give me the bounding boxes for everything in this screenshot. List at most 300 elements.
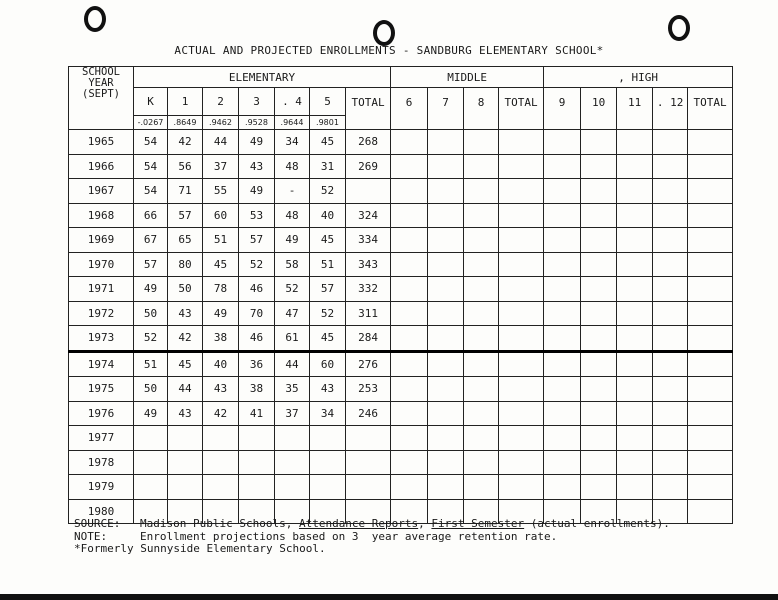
year-cell: 1972 — [69, 301, 134, 326]
enrollment-cell-total: 268 — [346, 130, 391, 155]
empty-cell — [428, 301, 464, 326]
enrollment-cell-g4: 61 — [275, 326, 310, 352]
enrollment-cell-g5: 45 — [310, 326, 346, 352]
table-row — [69, 377, 733, 402]
empty-cell — [653, 301, 688, 326]
empty-cell — [391, 426, 428, 451]
empty-cell — [544, 130, 581, 155]
enrollment-cell-g1: 50 — [168, 277, 203, 302]
empty-cell — [464, 154, 499, 179]
enrollment-cell-k: 54 — [134, 154, 168, 179]
empty-cell — [581, 154, 617, 179]
table-row — [69, 252, 733, 277]
notes-block — [74, 518, 670, 556]
empty-cell — [617, 203, 653, 228]
year-cell: 1965 — [69, 130, 134, 155]
retention-rate-2: .9462 — [203, 116, 239, 130]
enrollment-cell-g2: 43 — [203, 377, 239, 402]
enrollment-cell-g2: 45 — [203, 252, 239, 277]
year-cell: 1971 — [69, 277, 134, 302]
year-cell: 1970 — [69, 252, 134, 277]
year-cell: 1967 — [69, 179, 134, 204]
enrollment-cell-k: 51 — [134, 351, 168, 377]
enrollment-cell-g3 — [239, 475, 275, 500]
enrollment-cell-g4: 35 — [275, 377, 310, 402]
empty-cell — [581, 179, 617, 204]
enrollment-cell-g3: 70 — [239, 301, 275, 326]
empty-cell — [391, 130, 428, 155]
empty-cell — [617, 377, 653, 402]
enrollment-cell-k: 54 — [134, 130, 168, 155]
col-header-grade-7: 7 — [428, 88, 464, 130]
empty-cell — [617, 326, 653, 352]
enrollment-cell-g1: 43 — [168, 301, 203, 326]
empty-cell — [688, 475, 733, 500]
enrollment-cell-g3: 52 — [239, 252, 275, 277]
col-header-k: K — [134, 88, 168, 116]
year-cell: 1974 — [69, 351, 134, 377]
table-row — [69, 130, 733, 155]
retention-rate-5: .9801 — [310, 116, 346, 130]
enrollment-cell-g5: 45 — [310, 130, 346, 155]
enrollment-cell-g1: 57 — [168, 203, 203, 228]
year-cell: 1975 — [69, 377, 134, 402]
col-header-grade-1: 1 — [168, 88, 203, 116]
enrollment-cell-g4: 44 — [275, 351, 310, 377]
empty-cell — [428, 475, 464, 500]
empty-cell — [581, 228, 617, 253]
enrollment-cell-g2: 44 — [203, 130, 239, 155]
enrollment-cell-g5: 31 — [310, 154, 346, 179]
empty-cell — [688, 351, 733, 377]
empty-cell — [464, 130, 499, 155]
empty-cell — [653, 203, 688, 228]
col-header-grade-6: 6 — [391, 88, 428, 130]
enrollment-cell-total — [346, 426, 391, 451]
enrollment-cell-g4 — [275, 475, 310, 500]
enrollment-cell-g1: 65 — [168, 228, 203, 253]
empty-cell — [464, 450, 499, 475]
table-row — [69, 401, 733, 426]
enrollment-cell-total: 334 — [346, 228, 391, 253]
table-row — [69, 426, 733, 451]
empty-cell — [428, 450, 464, 475]
enrollment-cell-g3: 36 — [239, 351, 275, 377]
col-header-high-total: TOTAL — [688, 88, 733, 130]
empty-cell — [464, 351, 499, 377]
enrollment-cell-g1 — [168, 450, 203, 475]
enrollment-cell-g1: 42 — [168, 326, 203, 352]
col-header-grade-11: 11 — [617, 88, 653, 130]
empty-cell — [499, 130, 544, 155]
enrollment-cell-g4: 48 — [275, 154, 310, 179]
high-header: , HIGH — [544, 67, 733, 88]
punch-hole-right — [668, 15, 690, 41]
grade-header-row — [69, 88, 733, 116]
enrollment-cell-g5: 40 — [310, 203, 346, 228]
empty-cell — [499, 326, 544, 352]
empty-cell — [617, 130, 653, 155]
empty-cell — [391, 277, 428, 302]
empty-cell — [617, 154, 653, 179]
enrollment-cell-g5: 57 — [310, 277, 346, 302]
table-row — [69, 301, 733, 326]
empty-cell — [653, 475, 688, 500]
enrollment-cell-g2: 51 — [203, 228, 239, 253]
enrollment-cell-g1: 71 — [168, 179, 203, 204]
enrollment-cell-g2 — [203, 475, 239, 500]
enrollment-cell-total: 269 — [346, 154, 391, 179]
enrollment-cell-g3: 53 — [239, 203, 275, 228]
enrollment-cell-k: 50 — [134, 301, 168, 326]
empty-cell — [581, 426, 617, 451]
enrollment-cell-g4: 52 — [275, 277, 310, 302]
empty-cell — [391, 154, 428, 179]
empty-cell — [499, 252, 544, 277]
enrollment-cell-g4 — [275, 450, 310, 475]
enrollment-cell-g5: 34 — [310, 401, 346, 426]
empty-cell — [464, 326, 499, 352]
enrollment-cell-total: 284 — [346, 326, 391, 352]
empty-cell — [688, 130, 733, 155]
source-note: SOURCE: Madison Public Schools, Attendance Reports , First Semester (actual enrollments). — [74, 517, 670, 530]
enrollment-cell-g5: 52 — [310, 179, 346, 204]
empty-cell — [391, 252, 428, 277]
enrollment-cell-total: 246 — [346, 401, 391, 426]
empty-cell — [617, 228, 653, 253]
middle-header: MIDDLE — [391, 67, 544, 88]
table-row — [69, 351, 733, 377]
enrollment-cell-g3 — [239, 450, 275, 475]
school-year-header: SCHOOL YEAR (SEPT) — [69, 67, 134, 130]
enrollment-cell-total — [346, 179, 391, 204]
empty-cell — [653, 326, 688, 352]
empty-cell — [653, 179, 688, 204]
empty-cell — [464, 228, 499, 253]
table-row — [69, 228, 733, 253]
enrollment-table — [68, 66, 733, 524]
col-header-grade-10: 10 — [581, 88, 617, 130]
year-cell: 1969 — [69, 228, 134, 253]
enrollment-cell-g4: 58 — [275, 252, 310, 277]
enrollment-cell-g5 — [310, 475, 346, 500]
empty-cell — [544, 401, 581, 426]
empty-cell — [391, 203, 428, 228]
enrollment-cell-g2 — [203, 450, 239, 475]
empty-cell — [581, 252, 617, 277]
enrollment-rows — [69, 130, 733, 524]
enrollment-cell-total: 324 — [346, 203, 391, 228]
empty-cell — [653, 154, 688, 179]
empty-cell — [617, 351, 653, 377]
empty-cell — [428, 203, 464, 228]
empty-cell — [653, 450, 688, 475]
retention-rate-3: .9528 — [239, 116, 275, 130]
empty-cell — [391, 450, 428, 475]
enrollment-cell-k: 49 — [134, 277, 168, 302]
enrollment-cell-g2 — [203, 426, 239, 451]
empty-cell — [653, 351, 688, 377]
enrollment-cell-g1: 42 — [168, 130, 203, 155]
enrollment-cell-g2: 38 — [203, 326, 239, 352]
empty-cell — [688, 203, 733, 228]
enrollment-cell-g4: - — [275, 179, 310, 204]
empty-cell — [464, 475, 499, 500]
empty-cell — [499, 401, 544, 426]
enrollment-cell-k: 66 — [134, 203, 168, 228]
empty-cell — [464, 179, 499, 204]
enrollment-cell-total: 343 — [346, 252, 391, 277]
empty-cell — [428, 179, 464, 204]
empty-cell — [581, 203, 617, 228]
enrollment-cell-g3: 41 — [239, 401, 275, 426]
empty-cell — [499, 228, 544, 253]
empty-cell — [428, 377, 464, 402]
enrollment-cell-g2: 60 — [203, 203, 239, 228]
punch-hole-center — [373, 20, 395, 46]
empty-cell — [653, 252, 688, 277]
enrollment-cell-g2: 37 — [203, 154, 239, 179]
enrollment-cell-g3: 46 — [239, 326, 275, 352]
enrollment-cell-g4: 48 — [275, 203, 310, 228]
enrollment-cell-g5: 60 — [310, 351, 346, 377]
enrollment-cell-g1: 80 — [168, 252, 203, 277]
empty-cell — [688, 179, 733, 204]
empty-cell — [544, 228, 581, 253]
enrollment-cell-g1 — [168, 426, 203, 451]
empty-cell — [499, 426, 544, 451]
col-header-grade-4: . 4 — [275, 88, 310, 116]
empty-cell — [581, 301, 617, 326]
empty-cell — [391, 401, 428, 426]
enrollment-cell-g1: 56 — [168, 154, 203, 179]
table-row — [69, 326, 733, 352]
enrollment-cell-g5: 52 — [310, 301, 346, 326]
enrollment-cell-k: 57 — [134, 252, 168, 277]
enrollment-cell-g4 — [275, 426, 310, 451]
empty-cell — [428, 351, 464, 377]
enrollment-cell-k: 67 — [134, 228, 168, 253]
empty-cell — [499, 301, 544, 326]
empty-cell — [581, 351, 617, 377]
year-cell: 1966 — [69, 154, 134, 179]
enrollment-cell-total: 253 — [346, 377, 391, 402]
empty-cell — [428, 228, 464, 253]
empty-cell — [617, 401, 653, 426]
empty-cell — [688, 377, 733, 402]
empty-cell — [391, 351, 428, 377]
empty-cell — [464, 252, 499, 277]
empty-cell — [499, 475, 544, 500]
enrollment-cell-g4: 34 — [275, 130, 310, 155]
empty-cell — [391, 301, 428, 326]
table-row — [69, 203, 733, 228]
empty-cell — [688, 301, 733, 326]
enrollment-cell-g4: 37 — [275, 401, 310, 426]
empty-cell — [544, 326, 581, 352]
enrollment-cell-g3: 38 — [239, 377, 275, 402]
table-row — [69, 475, 733, 500]
col-header-grade-8: 8 — [464, 88, 499, 130]
enrollment-cell-k: 52 — [134, 326, 168, 352]
empty-cell — [653, 228, 688, 253]
enrollment-cell-g1 — [168, 475, 203, 500]
empty-cell — [544, 377, 581, 402]
empty-cell — [499, 179, 544, 204]
year-cell: 1977 — [69, 426, 134, 451]
year-cell: 1979 — [69, 475, 134, 500]
empty-cell — [391, 179, 428, 204]
table-row — [69, 179, 733, 204]
empty-cell — [581, 401, 617, 426]
empty-cell — [464, 277, 499, 302]
empty-cell — [653, 401, 688, 426]
empty-cell — [581, 475, 617, 500]
col-header-grade-5: 5 — [310, 88, 346, 116]
empty-cell — [617, 252, 653, 277]
empty-cell — [428, 277, 464, 302]
col-header-elementary-total: TOTAL — [346, 88, 391, 130]
year-cell: 1973 — [69, 326, 134, 352]
enrollment-cell-g4: 47 — [275, 301, 310, 326]
empty-cell — [617, 277, 653, 302]
empty-cell — [581, 277, 617, 302]
year-cell: 1980 — [69, 499, 134, 524]
empty-cell — [544, 351, 581, 377]
empty-cell — [688, 450, 733, 475]
year-cell: 1978 — [69, 450, 134, 475]
col-header-grade-12: . 12 — [653, 88, 688, 130]
empty-cell — [464, 401, 499, 426]
empty-cell — [688, 326, 733, 352]
empty-cell — [688, 252, 733, 277]
enrollment-cell-g5: 43 — [310, 377, 346, 402]
empty-cell — [653, 426, 688, 451]
punch-hole-left — [84, 6, 106, 32]
empty-cell — [544, 252, 581, 277]
enrollment-cell-g1: 45 — [168, 351, 203, 377]
year-cell: 1968 — [69, 203, 134, 228]
empty-cell — [581, 130, 617, 155]
page-title: ACTUAL AND PROJECTED ENROLLMENTS - SANDBURG ELEMENTARY SCHOOL* — [174, 44, 604, 57]
empty-cell — [617, 426, 653, 451]
enrollment-cell-g2: 49 — [203, 301, 239, 326]
enrollment-cell-k: 49 — [134, 401, 168, 426]
empty-cell — [544, 450, 581, 475]
empty-cell — [499, 277, 544, 302]
enrollment-cell-total: 311 — [346, 301, 391, 326]
empty-cell — [617, 450, 653, 475]
enrollment-cell-g2: 42 — [203, 401, 239, 426]
empty-cell — [499, 203, 544, 228]
enrollment-cell-k — [134, 475, 168, 500]
elementary-header: ELEMENTARY — [134, 67, 391, 88]
retention-rate-4: .9644 — [275, 116, 310, 130]
empty-cell — [617, 301, 653, 326]
empty-cell — [464, 301, 499, 326]
col-header-grade-2: 2 — [203, 88, 239, 116]
enrollment-cell-k — [134, 426, 168, 451]
empty-cell — [544, 426, 581, 451]
empty-cell — [464, 203, 499, 228]
empty-cell — [581, 326, 617, 352]
enrollment-cell-k — [134, 450, 168, 475]
empty-cell — [617, 475, 653, 500]
enrollment-cell-total — [346, 475, 391, 500]
empty-cell — [544, 277, 581, 302]
enrollment-cell-g3 — [239, 426, 275, 451]
enrollment-cell-g3: 43 — [239, 154, 275, 179]
retention-rate-k: -.0267 — [134, 116, 168, 130]
empty-cell — [499, 351, 544, 377]
empty-cell — [464, 426, 499, 451]
enrollment-cell-g3: 49 — [239, 179, 275, 204]
enrollment-cell-total: 276 — [346, 351, 391, 377]
empty-cell — [688, 277, 733, 302]
enrollment-cell-g5 — [310, 426, 346, 451]
empty-cell — [544, 301, 581, 326]
col-header-grade-3: 3 — [239, 88, 275, 116]
table-row — [69, 154, 733, 179]
table-row — [69, 277, 733, 302]
enrollment-cell-g5: 51 — [310, 252, 346, 277]
empty-cell — [653, 277, 688, 302]
enrollment-cell-g2: 40 — [203, 351, 239, 377]
empty-cell — [391, 228, 428, 253]
enrollment-cell-g3: 57 — [239, 228, 275, 253]
projection-note: NOTE: Enrollment projections based on 3 year average retention rate. — [74, 529, 558, 543]
empty-cell — [581, 450, 617, 475]
empty-cell — [499, 154, 544, 179]
enrollment-cell-g3: 49 — [239, 130, 275, 155]
empty-cell — [499, 377, 544, 402]
empty-cell — [617, 179, 653, 204]
empty-cell — [428, 326, 464, 352]
empty-cell — [428, 426, 464, 451]
enrollment-cell-g1: 44 — [168, 377, 203, 402]
empty-cell — [653, 130, 688, 155]
enrollment-cell-g1: 43 — [168, 401, 203, 426]
empty-cell — [391, 377, 428, 402]
empty-cell — [544, 203, 581, 228]
enrollment-cell-g2: 78 — [203, 277, 239, 302]
col-header-grade-9: 9 — [544, 88, 581, 130]
empty-cell — [391, 475, 428, 500]
empty-cell — [544, 179, 581, 204]
scan-bottom-edge — [0, 594, 778, 600]
col-header-middle-total: TOTAL — [499, 88, 544, 130]
empty-cell — [428, 130, 464, 155]
enrollment-cell-k: 54 — [134, 179, 168, 204]
enrollment-cell-g4: 49 — [275, 228, 310, 253]
enrollment-cell-g5: 45 — [310, 228, 346, 253]
empty-cell — [581, 377, 617, 402]
empty-cell — [464, 377, 499, 402]
enrollment-cell-g5 — [310, 450, 346, 475]
enrollment-cell-total — [346, 450, 391, 475]
empty-cell — [544, 154, 581, 179]
empty-cell — [499, 450, 544, 475]
empty-cell — [688, 499, 733, 524]
empty-cell — [688, 154, 733, 179]
enrollment-cell-k: 50 — [134, 377, 168, 402]
empty-cell — [428, 401, 464, 426]
empty-cell — [428, 154, 464, 179]
empty-cell — [688, 228, 733, 253]
empty-cell — [544, 475, 581, 500]
empty-cell — [428, 252, 464, 277]
table-row — [69, 450, 733, 475]
